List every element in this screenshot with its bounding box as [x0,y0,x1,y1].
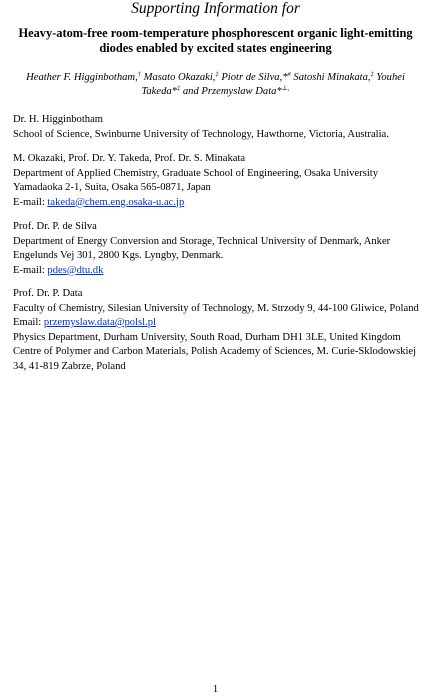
author-affiliation-mark: # [287,71,291,78]
affiliation-address: Centre of Polymer and Carbon Materials, Polish Academy of Sciences, M. Curie-Sklodowskiej 34, 41-819 Zabrze, Poland [13,346,417,372]
affiliation-address: Department of Applied Chemistry, Graduate School of Engineering, Osaka University [13,167,379,179]
author-name: and Przemyslaw Data* [180,86,282,97]
affiliation-block-okazaki-takeda-minakata [13,152,423,210]
page-number: 1 [212,683,219,695]
affiliation-name: Dr. H. Higginbotham [13,114,104,125]
affiliation-name: M. Okazaki, Prof. Dr. Y. Takeda, Prof. Dr. S. Minakata [13,153,246,164]
email-link-de-silva[interactable]: pdes@dtu.dk [47,264,104,276]
author-list [8,71,423,99]
affiliation-name: Prof. Dr. P. de Silva [13,221,97,232]
affiliation-email-line [13,264,423,279]
email-label: E-mail: [13,196,48,208]
author-affiliation-mark: ‡ [215,71,219,78]
paper-title: Heavy-atom-free room-temperature phosphorescent organic light-emitting diodes enabled by excited states engineering [18,26,413,55]
author-name: Heather F. Higginbotham, [26,72,138,83]
affiliation-email-line [13,196,423,211]
author-name: Piotr de Silva,* [218,72,288,83]
affiliation-block-de-silva [13,220,423,278]
email-link-data[interactable]: przemyslaw.data@polsl.pl [43,317,156,328]
author-affiliation-mark: ‡ [370,71,374,78]
author-name: Satoshi Minakata, [290,72,371,83]
affiliation-name: Prof. Dr. P. Data [13,288,83,299]
affiliation-address: Department of Energy Conversion and Storage, Technical University of Denmark, Anker Engelunds Vej 301, 2800 Kgs. Lyngby, Denmark. [13,235,391,261]
author-name: Youhei Takeda* [141,72,405,97]
affiliation-address: School of Science, Swinburne University of Technology, Hawthorne, Victoria, Australia. [13,128,389,140]
affiliation-address: Faculty of Chemistry, Silesian University of Technology, M. Strzody 9, 44-100 Gliwice, Poland [13,302,419,314]
author-affiliation-mark: † [137,71,141,78]
email-label: E-mail: [13,264,48,276]
author-name: Masato Okazaki, [140,72,216,83]
author-affiliation-mark: ⊥, [281,85,290,92]
affiliation-block-data [13,287,423,374]
affiliation-address: Physics Department, Durham University, South Road, Durham DH1 3LE, United Kingdom [13,331,401,343]
email-link-takeda[interactable]: takeda@chem.eng.osaka-u.ac.jp [47,196,185,208]
author-affiliation-mark: ‡ [176,85,181,92]
affiliation-email-line [13,316,423,331]
document-title: Supporting Information for [131,0,300,17]
affiliation-block-higginbotham [13,113,423,142]
email-label: Email: [13,317,44,328]
affiliation-address: Yamadaoka 2-1, Suita, Osaka 565-0871, Japan [13,182,211,193]
